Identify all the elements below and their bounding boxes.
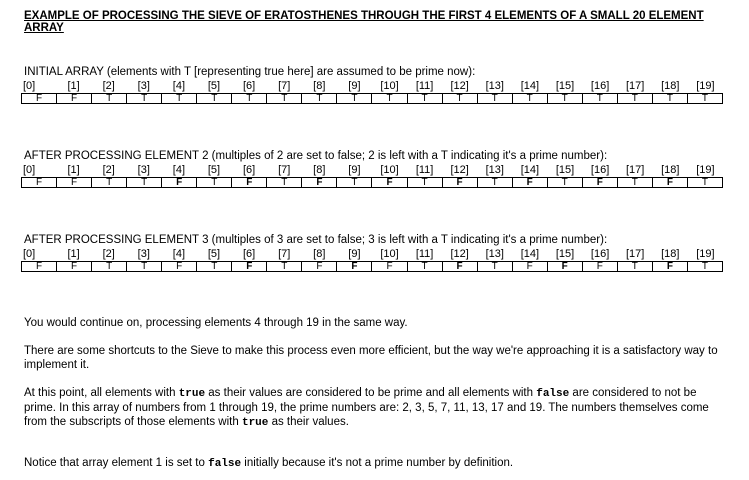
- code-true: true: [178, 388, 206, 400]
- code-false: false: [208, 458, 242, 470]
- paragraph-continue: You would continue on, processing elements 4 through 19 in the same way.: [24, 317, 408, 329]
- array-cell: T: [477, 94, 512, 103]
- result-text: as their values.: [268, 416, 349, 428]
- array-cell: F: [56, 178, 91, 187]
- array-cell: T: [477, 178, 512, 187]
- index-label: [16]: [590, 164, 610, 176]
- index-label: [6]: [242, 248, 256, 260]
- index-label: [10]: [380, 164, 399, 176]
- index-label: [1]: [67, 80, 80, 92]
- array-cell: T: [512, 94, 547, 103]
- document-title: EXAMPLE OF PROCESSING THE SIEVE OF ERATOSTHENES THROUGH THE FIRST 4 ELEMENTS OF A SMALL 20 ELEMENT ARRAY: [24, 10, 704, 34]
- index-label: [17]: [626, 80, 645, 92]
- array-cell: T: [687, 178, 722, 187]
- array-cell: F: [35, 93, 43, 104]
- array-cell: F: [161, 178, 196, 187]
- index-label: [2]: [102, 80, 115, 92]
- array-cell: T: [91, 94, 126, 103]
- array-cell: F: [56, 262, 91, 271]
- result-text: At this point, all elements with: [24, 387, 179, 399]
- index-label: [7]: [278, 80, 291, 92]
- note-text: initially because it's not a prime number by definition.: [241, 457, 514, 469]
- index-label: [15]: [555, 248, 575, 260]
- array-cell: T: [196, 94, 231, 103]
- index-label: [9]: [348, 248, 361, 260]
- index-label: [11]: [415, 164, 434, 176]
- array-cell: F: [35, 261, 43, 272]
- index-label: [4]: [172, 164, 185, 176]
- array-cell: T: [442, 94, 477, 103]
- index-label: [1]: [67, 164, 80, 176]
- array-cell: T: [266, 94, 301, 103]
- array-cell: F: [301, 262, 336, 271]
- array-cell: T: [126, 262, 161, 271]
- index-label: [2]: [102, 248, 115, 260]
- paragraph-note: [24, 456, 724, 471]
- index-label: [14]: [520, 164, 540, 176]
- array-cell: T: [336, 178, 371, 187]
- index-label: [6]: [242, 80, 256, 92]
- array-cell: T: [617, 262, 652, 271]
- index-label: [13]: [485, 248, 504, 260]
- result-text: as their values are considered to be prime and all elements with: [205, 387, 537, 399]
- array-cell: T: [371, 94, 406, 103]
- index-label: [11]: [415, 248, 434, 260]
- index-label: [3]: [137, 164, 150, 176]
- index-label: [2]: [102, 164, 115, 176]
- index-label: [4]: [172, 248, 185, 260]
- array-cell: F: [301, 178, 336, 187]
- index-label: [18]: [661, 80, 680, 92]
- index-label: [12]: [450, 248, 469, 260]
- index-label: [13]: [485, 80, 504, 92]
- index-label: [8]: [313, 248, 326, 260]
- stage-label-after-3: AFTER PROCESSING ELEMENT 3 (multiples of 3 are set to false; 3 is left with a T indicating it's a prime number):: [24, 234, 608, 246]
- index-label: [5]: [207, 80, 221, 92]
- array-cell: T: [91, 178, 126, 187]
- array-cell: F: [582, 178, 617, 187]
- value-row: [21, 261, 723, 272]
- array-cell: T: [91, 262, 126, 271]
- index-label: [19]: [696, 80, 715, 92]
- paragraph-shortcuts: There are some shortcuts to the Sieve to make this process even more efficient, but the way we're approaching it is a satisfactory way to implement it.: [24, 345, 718, 371]
- array-cell: F: [582, 262, 617, 271]
- array-cell: T: [617, 178, 652, 187]
- array-cell: T: [231, 94, 266, 103]
- index-label: [13]: [485, 164, 504, 176]
- array-cell: F: [161, 262, 196, 271]
- array-cell: F: [371, 262, 406, 271]
- array-cell: T: [407, 262, 442, 271]
- index-label: [18]: [661, 164, 680, 176]
- index-label: [9]: [348, 80, 361, 92]
- index-row: [21, 248, 723, 260]
- array-cell: T: [266, 178, 301, 187]
- array-cell: T: [407, 94, 442, 103]
- index-label: [0]: [23, 80, 36, 92]
- index-label: [11]: [415, 80, 434, 92]
- index-row: [21, 164, 723, 176]
- index-label: [17]: [626, 164, 645, 176]
- paragraph-result: [24, 386, 724, 430]
- array-cell: T: [547, 94, 582, 103]
- array-cell: F: [336, 262, 371, 271]
- array-cell: T: [547, 178, 582, 187]
- index-label: [7]: [278, 248, 291, 260]
- index-label: [5]: [207, 248, 221, 260]
- index-label: [16]: [590, 248, 610, 260]
- array-cell: T: [582, 94, 617, 103]
- index-label: [19]: [696, 248, 715, 260]
- index-label: [4]: [172, 80, 185, 92]
- array-cell: F: [652, 178, 687, 187]
- array-cell: F: [442, 178, 477, 187]
- index-label: [15]: [555, 80, 575, 92]
- array-cell: T: [336, 94, 371, 103]
- array-cell: F: [512, 178, 547, 187]
- array-cell: F: [547, 262, 582, 271]
- array-cell: T: [196, 178, 231, 187]
- array-cell: T: [687, 262, 722, 271]
- array-cell: F: [231, 178, 266, 187]
- index-label: [10]: [380, 80, 399, 92]
- array-cell: T: [126, 94, 161, 103]
- index-label: [12]: [450, 80, 469, 92]
- stage-label-after-2: AFTER PROCESSING ELEMENT 2 (multiples of 2 are set to false; 2 is left with a T indicating it's a prime number):: [24, 150, 608, 162]
- index-label: [14]: [520, 80, 540, 92]
- array-cell: T: [161, 94, 196, 103]
- array-cell: F: [652, 262, 687, 271]
- index-label: [7]: [278, 164, 291, 176]
- index-label: [19]: [696, 164, 715, 176]
- value-row: [21, 177, 723, 188]
- index-label: [18]: [661, 248, 680, 260]
- code-true: true: [241, 417, 269, 429]
- index-label: [6]: [242, 164, 256, 176]
- index-label: [9]: [348, 164, 361, 176]
- array-cell: T: [617, 94, 652, 103]
- array-cell: F: [371, 178, 406, 187]
- index-label: [3]: [137, 248, 150, 260]
- array-cell: F: [512, 262, 547, 271]
- result-text: are considered to not be prime. In this array of numbers from 1 through 19, the prime numbers are: 2, 3, 5, 7, 11, 13, 17 and 19. The numbers themselves come from the subscripts of those elements with: [24, 387, 709, 428]
- array-cell: T: [407, 178, 442, 187]
- array-cell: T: [266, 262, 301, 271]
- array-cell: T: [196, 262, 231, 271]
- value-row: [21, 93, 723, 104]
- array-cell: T: [126, 178, 161, 187]
- index-label: [12]: [450, 164, 469, 176]
- stage-label-initial: INITIAL ARRAY (elements with T [representing true here] are assumed to be prime now):: [24, 66, 476, 78]
- index-row: [21, 80, 723, 92]
- index-label: [3]: [137, 80, 150, 92]
- index-label: [15]: [555, 164, 575, 176]
- array-cell: T: [652, 94, 687, 103]
- array-cell: F: [442, 262, 477, 271]
- code-false: false: [536, 388, 570, 400]
- array-cell: F: [56, 94, 91, 103]
- index-label: [0]: [23, 164, 36, 176]
- note-text: Notice that array element 1 is set to: [24, 457, 209, 469]
- index-label: [14]: [520, 248, 540, 260]
- index-label: [16]: [590, 80, 610, 92]
- index-label: [5]: [207, 164, 221, 176]
- array-cell: F: [231, 262, 266, 271]
- index-label: [17]: [626, 248, 645, 260]
- index-label: [1]: [67, 248, 80, 260]
- array-cell: T: [301, 94, 336, 103]
- array-cell: F: [35, 177, 43, 188]
- index-label: [8]: [313, 164, 326, 176]
- array-cell: T: [477, 262, 512, 271]
- index-label: [0]: [23, 248, 36, 260]
- array-cell: T: [687, 94, 722, 103]
- index-label: [10]: [380, 248, 399, 260]
- index-label: [8]: [313, 80, 326, 92]
